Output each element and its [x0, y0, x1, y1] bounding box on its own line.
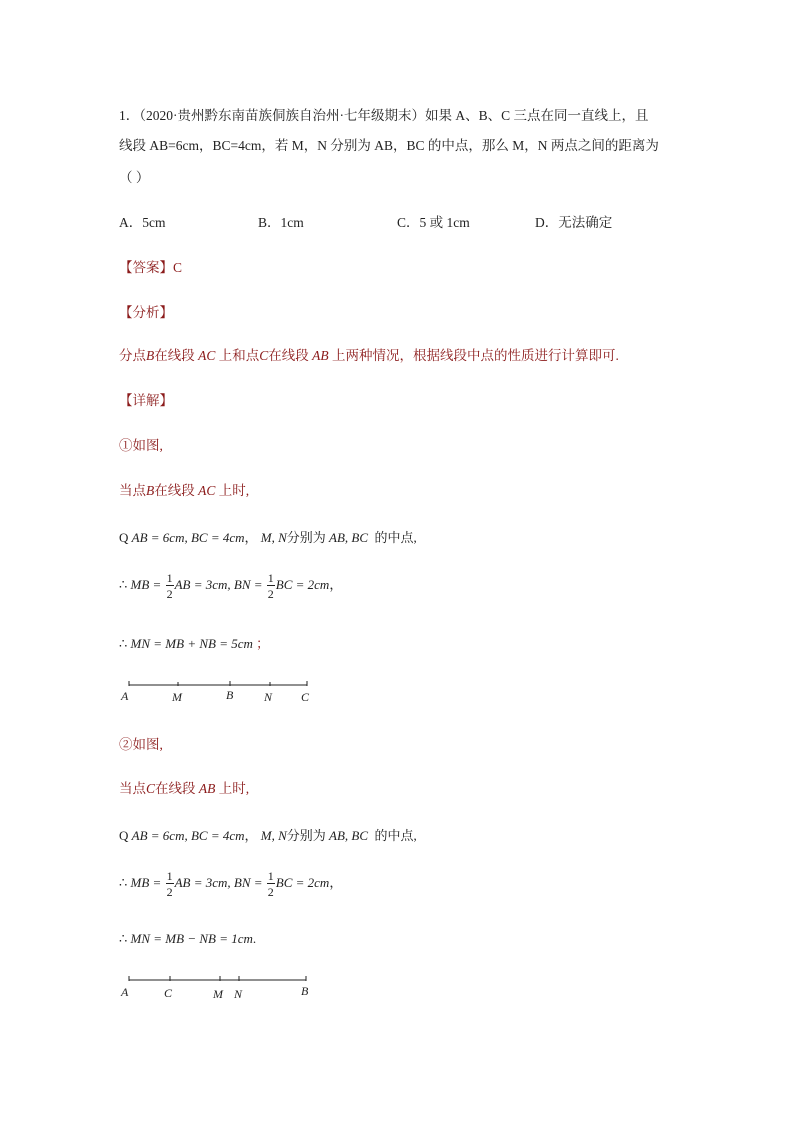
answer-tag: 【答案】 [119, 260, 173, 275]
case1-equation-1: ∴ MB = $\frac{1}{2}$ AB = 3cm, BN = $\frac{1}{2}$ BC = 2cm， [119, 571, 343, 601]
case2-equation-2: ∴ MN = MB − NB = 1cm. [119, 931, 257, 946]
label-m: M [213, 987, 223, 1001]
case1-equation-2: ∴ MN = MB + NB = 5cm ； [119, 636, 270, 651]
label-a: A [121, 689, 129, 703]
fraction-half: $\frac{1}{2}$ [166, 571, 173, 601]
case2-condition: 当点C在线段 AB 上时, [119, 781, 250, 796]
analysis-text: 分点B在线段 AC 上和点C在线段 AB 上两种情况，根据线段中点的性质进行计算即可. [119, 348, 619, 363]
option-b: B．1cm [258, 215, 304, 230]
fraction-half: $\frac{1}{2}$ [166, 869, 173, 899]
label-b: B [301, 984, 309, 998]
label-n: N [234, 987, 243, 1001]
option-a: A．5cm [119, 215, 166, 230]
label-m: M [172, 690, 182, 704]
label-c: C [164, 986, 173, 1000]
detail-tag: 【详解】 [119, 393, 173, 408]
question-line-3: （ ） [119, 170, 150, 185]
option-c: C．5 或 1cm [397, 215, 470, 230]
case1-title: ①如图, [119, 438, 163, 453]
case1-segment-figure [110, 676, 330, 710]
case1-given: Q AB = 6cm, BC = 4cm， M, N分别为 AB, BC 的中点, [119, 530, 417, 545]
question-line-2: 线段 AB=6cm，BC=4cm，若 M，N 分别为 AB，BC 的中点，那么 M，N 两点之间的距离为 [119, 138, 659, 153]
analysis-tag: 【分析】 [119, 305, 173, 320]
answer [119, 256, 182, 276]
label-n: N [264, 690, 273, 704]
fraction-half: $\frac{1}{2}$ [267, 869, 274, 899]
case2-segment-figure [110, 972, 330, 1006]
case1-condition: 当点B在线段 AC 上时, [119, 483, 250, 498]
option-d: D．无法确定 [535, 215, 613, 230]
label-a: A [121, 985, 129, 999]
answer-value: C [173, 260, 183, 275]
fraction-half: $\frac{1}{2}$ [267, 571, 274, 601]
case2-equation-1: ∴ MB = $\frac{1}{2}$ AB = 3cm, BN = $\frac{1}{2}$ BC = 2cm， [119, 869, 343, 899]
case2-title: ②如图, [119, 737, 163, 752]
case2-given: Q AB = 6cm, BC = 4cm， M, N分别为 AB, BC 的中点, [119, 828, 417, 843]
question-line-1: 1．（2020·贵州黔东南苗族侗族自治州·七年级期末）如果 A、B、C 三点在同一直线上，且 [119, 108, 649, 123]
label-c: C [301, 690, 310, 704]
label-b: B [226, 688, 234, 702]
